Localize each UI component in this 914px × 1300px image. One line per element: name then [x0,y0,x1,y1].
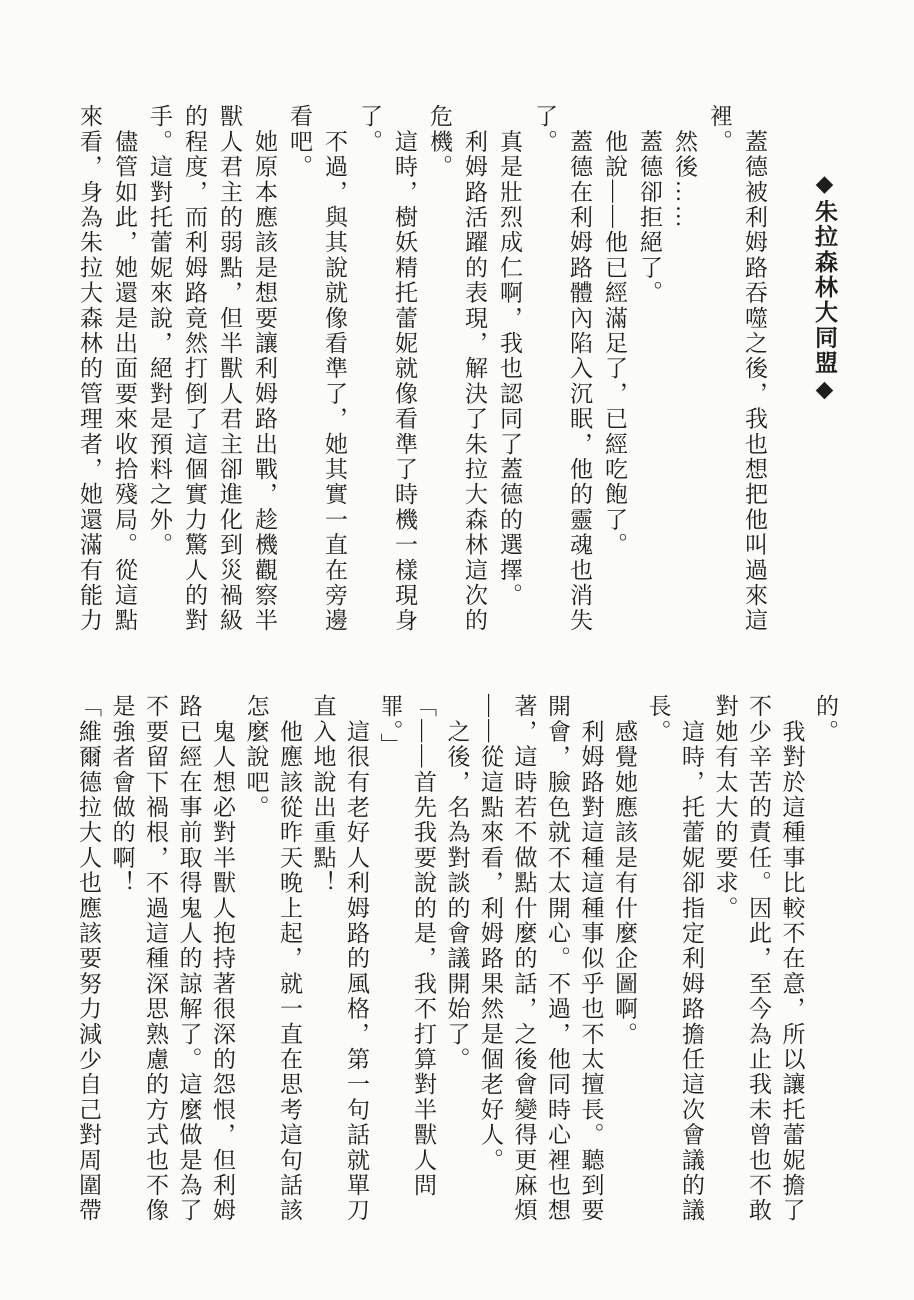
text-column: 的。 [813,694,838,745]
text-column: 了。 [532,104,557,155]
text-column: 他說——他已經滿足了，已經吃飽了。 [602,104,627,558]
text-column: 著，這時若不做點什麼的話，之後會變得更麻煩 [511,694,537,1224]
text-column: 鬼人想必對半獸人抱持著很深的怨恨，但利姆 [210,694,235,1224]
text-column: 長。 [645,694,671,745]
text-column: 手。這對托蕾妮來說，絕對是預料之外。 [147,104,172,558]
text-column: 然後…… [672,104,697,230]
text-block-bottom [66,694,842,1244]
text-column: 利姆路活躍的表現，解決了朱拉大森林這次的 [462,104,487,634]
text-column: 他應該從昨天晚上起，就一直在思考這句話該 [277,694,302,1224]
text-column: 感覺她應該是有什麼企圖啊。 [612,694,637,1047]
text-column: 之後，名為對談的會議開始了。 [444,694,470,1072]
text-column: 怎麼說吧。 [243,694,269,820]
text-column: 不過，與其說就像看準了，她其實一直在旁邊 [322,104,347,634]
text-block-top [66,104,842,644]
section-heading: ◆朱拉森林大同盟◆ [812,170,837,405]
text-column: 蓋德卻拒絕了。 [637,104,662,306]
text-column: ——從這點來看，利姆路果然是個老好人。 [478,694,503,1173]
text-column: 「——首先我要說的是，我不打算對半獸人問 [411,694,436,1198]
text-column: 來看，身為朱拉大森林的管理者，她還滿有能力 [77,104,102,634]
text-column: 真是壯烈成仁啊，我也認同了蓋德的選擇。 [497,104,522,608]
text-column: 裡。 [707,104,732,155]
text-column: 開會，臉色就不太開心。不過，他同時心裡也想 [545,694,570,1224]
text-column: 是強者會做的啊！ [109,694,135,896]
text-column: 她原本應該是想要讓利姆路出戰，趁機觀察半 [252,104,277,634]
text-column: 的程度，而利姆路竟然打倒了這個實力驚人的對 [182,104,207,634]
text-column: 路已經在事前取得鬼人的諒解了。這麼做是為了 [176,694,202,1224]
text-column: 看吧。 [287,104,312,180]
text-column: 不少辛苦的責任。因此，至今為止我未曾也不敢 [746,694,771,1224]
text-column: 我對於這種事比較不在意，所以讓托蕾妮擔了 [779,694,805,1224]
text-column: 儘管如此，她還是出面要來收拾殘局。從這點 [112,104,137,634]
text-column: 罪。」 [377,694,403,759]
text-column: 對她有太大的要求。 [712,694,738,921]
text-column: 利姆路對這種這種事似乎也不太擅長。聽到要 [578,694,604,1224]
top-text-columns [72,104,772,644]
text-column: 這時，樹妖精托蕾妮就像看準了時機一樣現身 [392,104,417,634]
text-column: 不要留下禍根，不過這種深思熟慮的方式也不像 [143,694,168,1224]
text-column: 這很有老好人利姆路的風格，第一句話就單刀 [344,694,369,1224]
text-column: 危機。 [427,104,452,180]
text-column: 這時，托蕾妮卻指定利姆路擔任這次會議的議 [679,694,704,1224]
text-column: 直入地說出重點！ [310,694,336,896]
text-column: 蓋德在利姆路體內陷入沉眠，他的靈魂也消失 [567,104,592,634]
text-column: 「維爾德拉大人也應該要努力減少自己對周圍帶 [76,694,101,1224]
text-column: 蓋德被利姆路吞噬之後，我也想把他叫過來這 [742,104,767,634]
bottom-text-columns [72,694,843,1244]
text-column: 了。 [357,104,382,155]
text-column: 獸人君主的弱點，但半獸人君主卻進化到災禍級 [217,104,242,634]
